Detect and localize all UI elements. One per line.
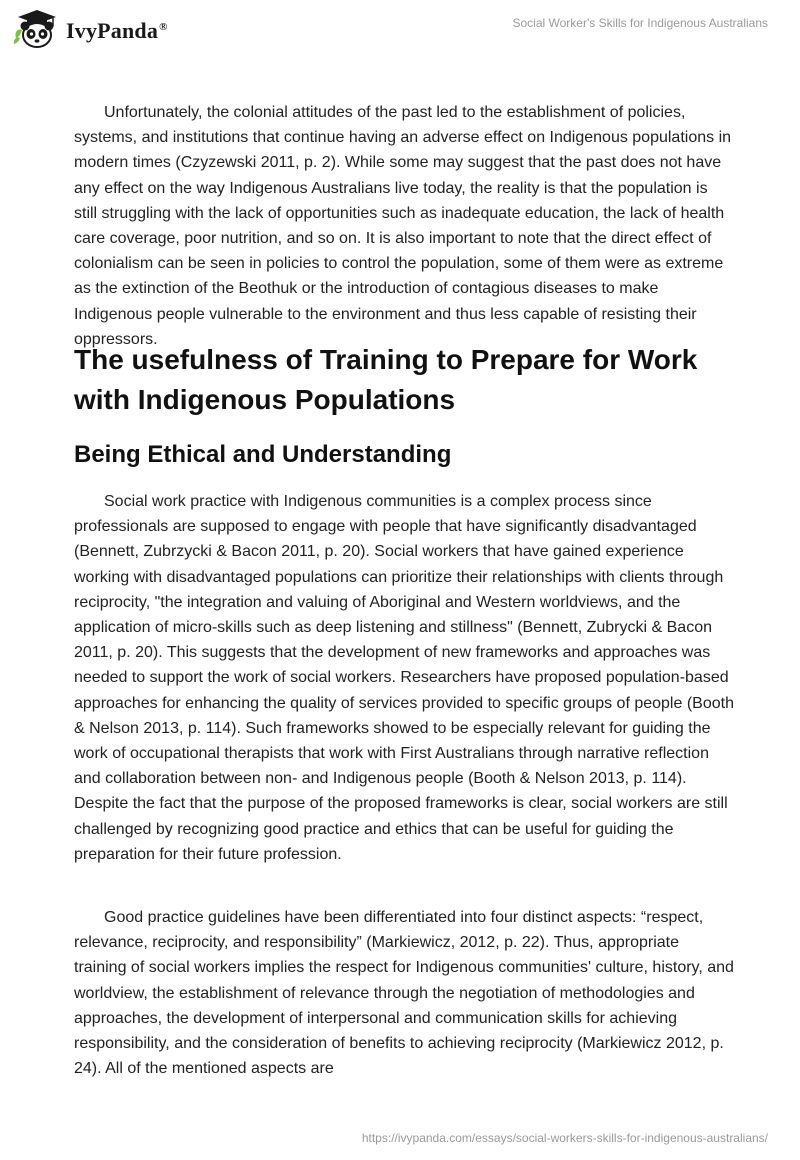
body-paragraph: Social work practice with Indigenous communities is a complex process since professionals are supposed to engage with people that have significantly disadvantaged (Bennett, Zubrzycki & Bacon 2011, p. 20). Social workers that have gained experience working with disadvantaged populations can prioritize their relationships with clients through reciprocity, "the integration and valuing of Aboriginal and Western worldviews, and the application of micro-skills such as deep listening and stillness" (Bennett, Zubrycki & Bacon 2011, p. 20). This suggests that the development of new frameworks and approaches was needed to support the work of social workers. Researchers have proposed population-based approaches for enhancing the quality of services provided to specific groups of people (Booth & Nelson 2013, p. 114). Such frameworks showed to be especially relevant for guiding the work of occupational therapists that work with First Australians through narrative reflection and collaboration between non- and Indigenous people (Booth & Nelson 2013, p. 114). Despite the fact that the purpose of the proposed frameworks is clear, social workers are still challenged by recognizing good practice and ethics that can be useful for guiding the preparation for their future profession.	[74, 493, 734, 863]
page-header	[0, 0, 800, 48]
brand-name: IvyPanda®	[66, 18, 168, 43]
source-url[interactable]: https://ivypanda.com/essays/social-workers-skills-for-indigenous-australians/	[361, 1131, 768, 1145]
brand-logo[interactable]	[12, 8, 168, 50]
section-heading: The usefulness of Training to Prepare for Work with Indigenous Populations	[74, 344, 698, 415]
document-title: Social Worker's Skills for Indigenous Australians	[512, 16, 768, 30]
body-paragraph: Good practice guidelines have been differentiated into four distinct aspects: “respect, relevance, reciprocity, and responsibility” (Markiewicz, 2012, p. 22). Thus, appropriate training of social workers implies the respect for Indigenous communities' culture, history, and worldview, the establishment of relevance through the negotiation of methodologies and approaches, the development of interpersonal and communication skills for achieving responsibility, and the consideration of benefits to achieving reciprocity (Markiewicz 2012, p. 24). All of the mentioned aspects are	[74, 909, 734, 1078]
subsection-heading: Being Ethical and Understanding	[74, 441, 452, 468]
panda-logo-icon	[12, 8, 62, 50]
body-paragraph: Unfortunately, the colonial attitudes of the past led to the establishment of policies, systems, and institutions that continue having an adverse effect on Indigenous populations in modern times (Czyzewski 2011, p. 2). While some may suggest that the past does not have any effect on the way Indigenous Australians live today, the reality is that the population is still struggling with the lack of opportunities such as inadequate education, the lack of health care coverage, poor nutrition, and so on. It is also important to note that the direct effect of colonialism can be seen in policies to control the population, some of them were as extreme as the extinction of the Beothuk or the introduction of contagious diseases to make Indigenous people vulnerable to the environment and thus less capable of resisting their oppressors.	[74, 104, 732, 348]
